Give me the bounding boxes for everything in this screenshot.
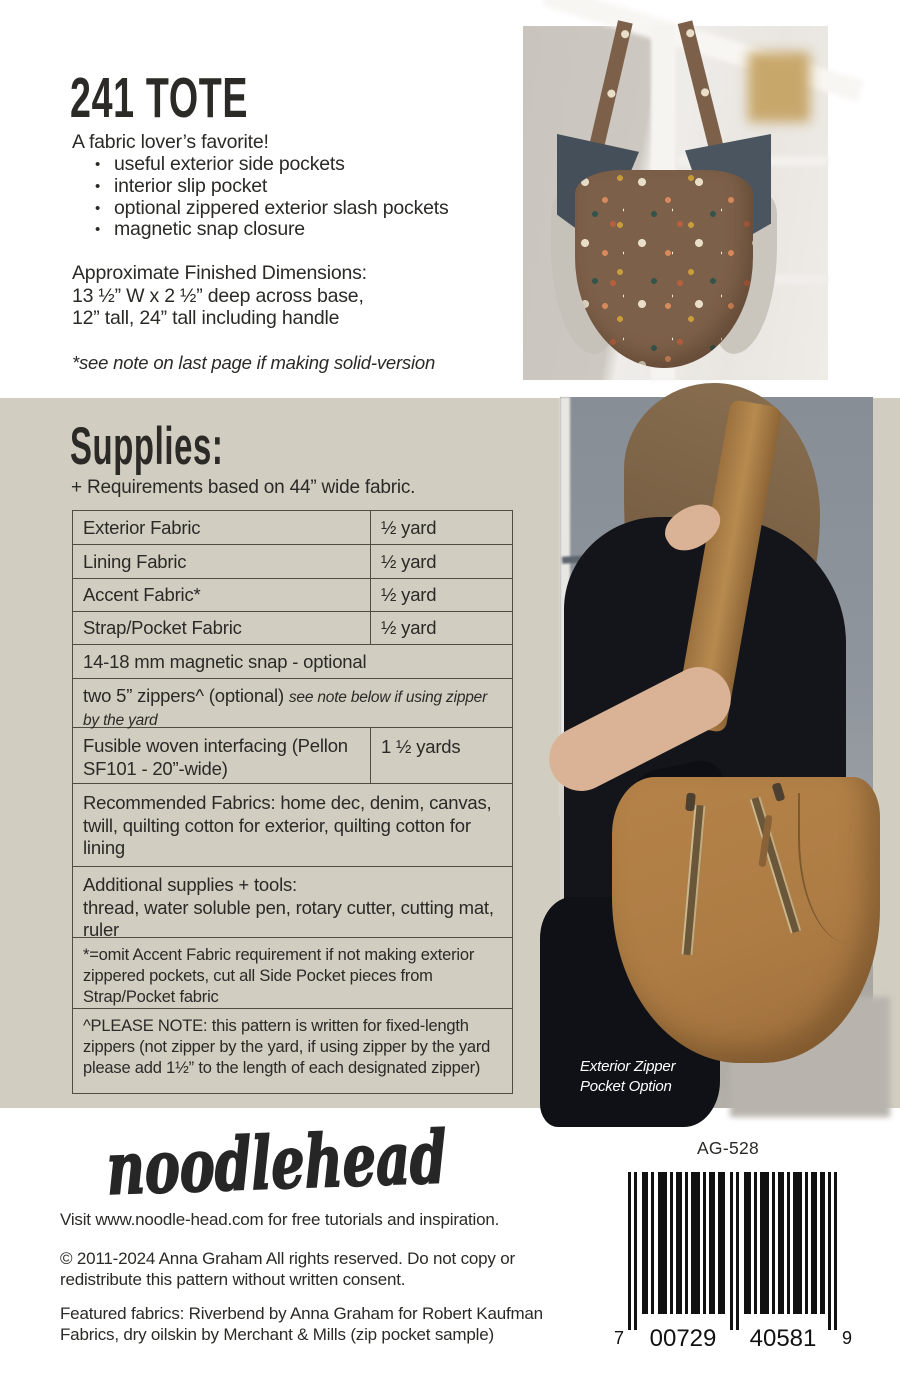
logo-text: noodlehead (105, 1109, 575, 1211)
table-row (73, 866, 512, 941)
supply-label: Fusible woven interfacing (Pellon SF101 - 20”-wide) (83, 735, 348, 780)
supply-label: 14-18 mm magnetic snap - optional (83, 650, 367, 672)
dimensions-heading: Approximate Finished Dimensions: (72, 262, 367, 284)
table-row (73, 727, 512, 783)
supplies-heading-text: Supplies: (70, 417, 224, 476)
barcode-right-digit: 9 (842, 1328, 853, 1348)
zipper-note: see note below if using zipper by the yard (83, 689, 488, 729)
zipper-label: two 5” zippers^ (optional) (83, 685, 284, 706)
zipper-pull-shape (772, 782, 786, 802)
upc-barcode (606, 1172, 853, 1357)
supplies-subheading: + Requirements based on 44” wide fabric. (71, 477, 416, 498)
supplies-table (72, 510, 513, 1094)
website-line: Visit www.noodle-head.com for free tutorials and inspiration. (60, 1210, 500, 1229)
supplies-heading (70, 417, 318, 476)
supply-value: ½ yard (370, 511, 512, 544)
zipper-right-shape (750, 796, 801, 933)
blurred-basket-shape (748, 52, 810, 122)
table-row (73, 544, 512, 578)
barcode-group1: 00729 (649, 1325, 717, 1352)
zipper-left-shape (681, 805, 705, 955)
supply-label: Accent Fabric* (83, 584, 201, 605)
table-row (73, 678, 512, 727)
supply-label (73, 679, 512, 727)
dimensions-line: 12” tall, 24” tall including handle (72, 307, 340, 330)
photo-caption: Exterior Zipper Pocket Option (580, 1058, 676, 1095)
supply-value: ½ yard (370, 579, 512, 611)
supply-label: Recommended Fabrics: home dec, denim, canvas, twill, quilting cotton for exterior, quilting cotton for lining (83, 792, 492, 859)
additional-supplies-detail: thread, water soluble pen, rotary cutter, cutting mat, ruler (83, 896, 494, 941)
zipper-pull-shape (685, 793, 696, 812)
table-row (73, 611, 512, 644)
table-row (73, 1008, 512, 1093)
feature-list (95, 154, 449, 241)
supply-value: 1 ½ yards (370, 728, 512, 783)
feature-item: • magnetic snap closure (95, 219, 449, 241)
dimensions-line: 13 ½” W x 2 ½” deep across base, (72, 284, 364, 307)
logo-svg (92, 1109, 575, 1218)
tote-bag-photo (523, 26, 828, 380)
noodlehead-logo (92, 1109, 575, 1218)
supply-label: Exterior Fabric (83, 516, 201, 538)
barcode-left-digit: 7 (614, 1328, 625, 1348)
feature-item: • useful exterior side pockets (95, 154, 449, 176)
tagline: A fabric lover’s favorite! (72, 131, 269, 153)
table-row (73, 578, 512, 611)
page-title (70, 66, 340, 130)
pocket-seam-shape (798, 793, 870, 943)
copyright-line: © 2011-2024 Anna Graham All rights reserved. Do not copy or redistribute this pattern without written consent. (60, 1249, 515, 1290)
model-with-bag-photo (560, 397, 873, 1108)
supply-value: ½ yard (370, 545, 512, 578)
supply-label (73, 867, 512, 941)
supply-label: Lining Fabric (83, 550, 187, 572)
table-row (73, 783, 512, 866)
barcode-svg (606, 1172, 853, 1352)
feature-item: • interior slip pocket (95, 176, 449, 198)
supply-label: Strap/Pocket Fabric (83, 617, 242, 638)
product-code: AG-528 (696, 1138, 760, 1158)
page-title-text: 241 TOTE (70, 66, 249, 130)
tote-bag-illustration (555, 134, 773, 372)
table-row (73, 644, 512, 678)
solid-version-note: *see note on last page if making solid-version (72, 352, 436, 373)
table-row (73, 511, 512, 544)
feature-item: • optional zippered exterior slash pockets (95, 198, 449, 220)
additional-supplies-heading: Additional supplies + tools: (83, 874, 297, 895)
table-row (73, 937, 512, 1008)
accent-fabric-footnote: *=omit Accent Fabric requirement if not making exterior zippered pockets, cut all Side Pocket pieces from Strap/Pocket fabric (83, 946, 475, 1007)
barcode-group2: 40581 (749, 1325, 817, 1352)
finished-dimensions (72, 262, 367, 330)
featured-fabrics-line: Featured fabrics: Riverbend by Anna Graham for Robert Kaufman Fabrics, dry oilskin by Merchant & Mills (zip pocket sample) (60, 1304, 543, 1345)
supply-value: ½ yard (370, 612, 512, 644)
zipper-footnote: ^PLEASE NOTE: this pattern is written for fixed-length zippers (not zipper by the yard, if using zipper by the yard please add 1½” to the length of each designated zipper) (83, 1017, 491, 1078)
